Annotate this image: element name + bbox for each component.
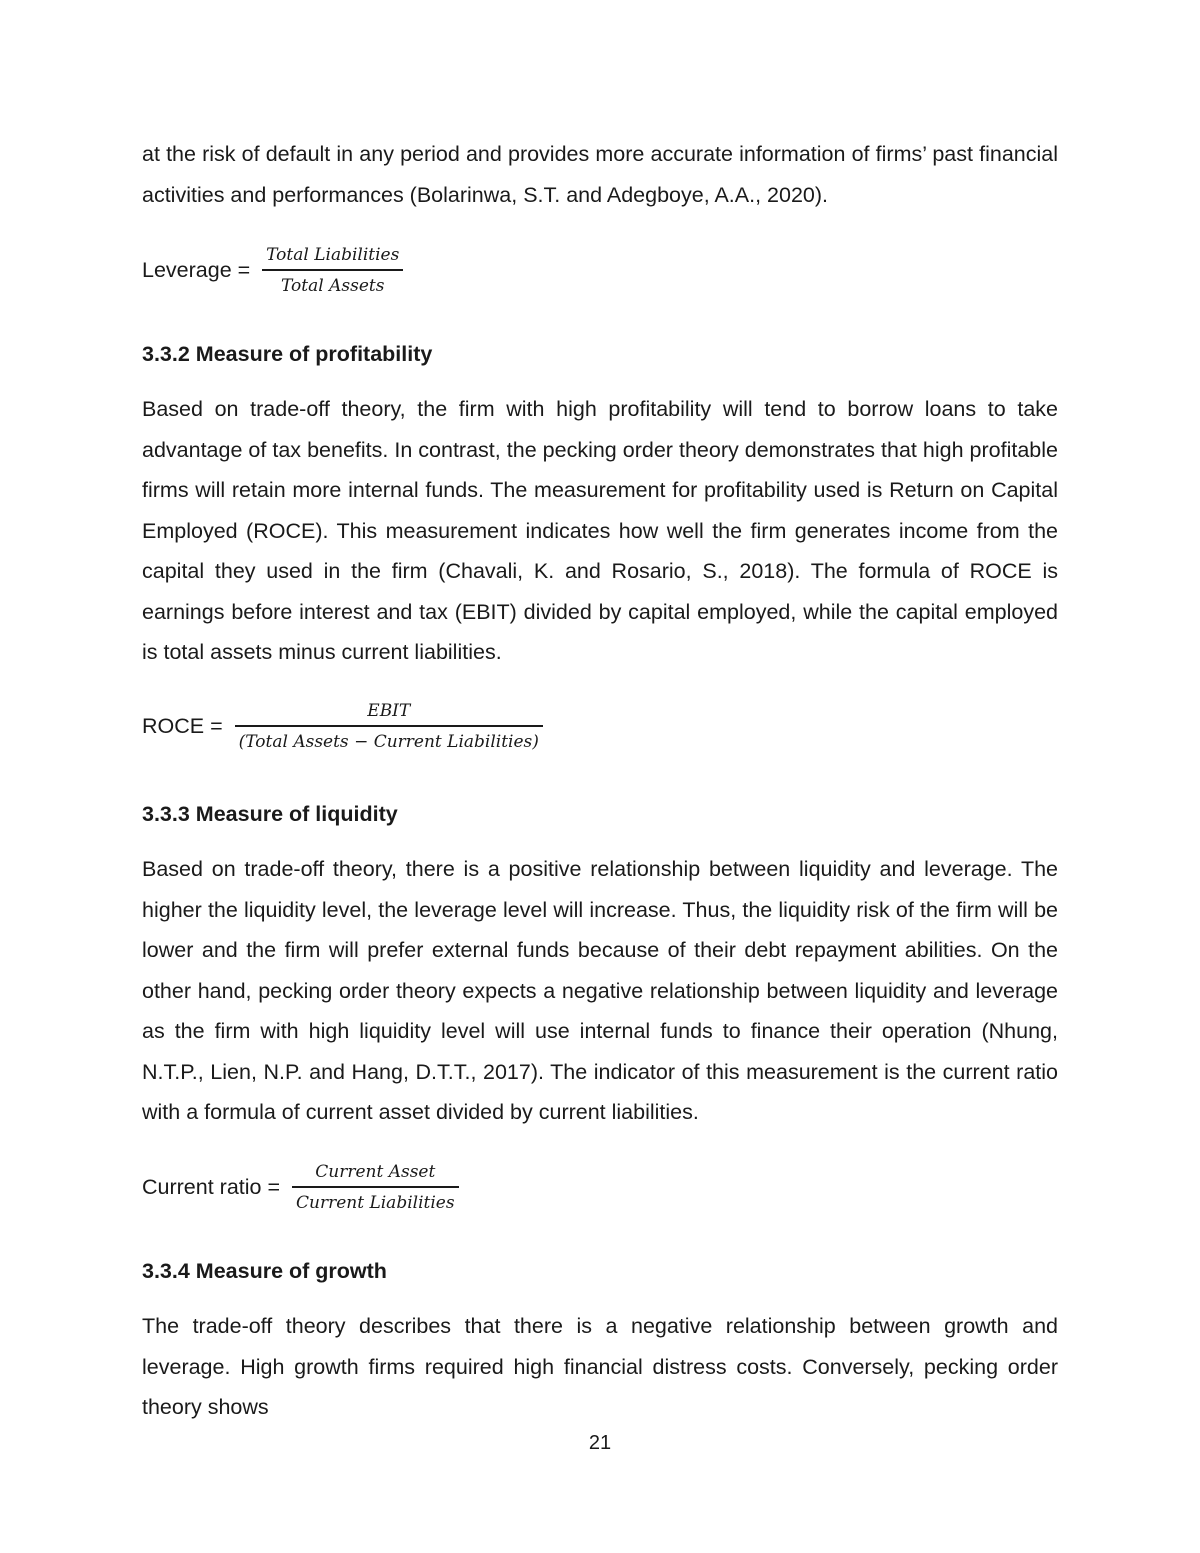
roce-formula-lhs: ROCE = (142, 713, 229, 738)
current-ratio-formula (142, 1161, 459, 1214)
page-number: 21 (588, 1432, 612, 1454)
intro-paragraph: at the risk of default in any period and provides more accurate information of firms’ past financial activities and performances (Bolarinwa, S.T. and Adegboye, A.A., 2020). (142, 142, 1058, 207)
leverage-formula-lhs: Leverage = (142, 257, 257, 282)
leverage-denominator: Total Assets (281, 275, 385, 296)
roce-fraction (235, 700, 543, 753)
growth-paragraph: The trade-off theory describes that there is a negative relationship between growth and leverage. High growth firms required high financial distress costs. Conversely, pecking order theory shows (142, 1314, 1058, 1419)
leverage-formula (142, 244, 403, 297)
roce-denominator: (Total Assets − Current Liabilities) (238, 731, 539, 752)
liquidity-heading: 3.3.3 Measure of liquidity (142, 802, 398, 826)
leverage-fraction (262, 244, 403, 297)
leverage-numerator: Total Liabilities (266, 245, 400, 265)
liquidity-paragraph: Based on trade-off theory, there is a positive relationship between liquidity and leverage. The higher the liquidity level, the leverage level will increase. Thus, the liquidity risk of the firm will be lower and the firm will prefer external funds because of their debt repayment abilities. On the other hand, pecking order theory expects a negative relationship between liquidity and leverage as the firm with high liquidity level will use internal funds to finance their operation (Nhung, N.T.P., Lien, N.P. and Hang, D.T.T., 2017). The indicator of this measurement is the current ratio with a formula of current asset divided by current liabilities. (142, 857, 1058, 1124)
profitability-heading: 3.3.2 Measure of profitability (142, 342, 433, 366)
roce-numerator: EBIT (367, 701, 411, 721)
current-ratio-formula-lhs: Current ratio = (142, 1174, 286, 1199)
current-ratio-numerator: Current Asset (315, 1162, 436, 1182)
roce-formula (142, 700, 543, 753)
current-ratio-fraction (292, 1161, 459, 1214)
current-ratio-denominator: Current Liabilities (296, 1192, 455, 1213)
profitability-paragraph: Based on trade-off theory, the firm with high profitability will tend to borrow loans to take advantage of tax benefits. In contrast, the pecking order theory demonstrates that high profitable firms will retain more internal funds. The measurement for profitability used is Return on Capital Employed (ROCE). This measurement indicates how well the firm generates income from the capital they used in the firm (Chavali, K. and Rosario, S., 2018). The formula of ROCE is earnings before interest and tax (EBIT) divided by capital employed, while the capital employed is total assets minus current liabilities. (142, 397, 1058, 664)
growth-heading: 3.3.4 Measure of growth (142, 1259, 387, 1283)
